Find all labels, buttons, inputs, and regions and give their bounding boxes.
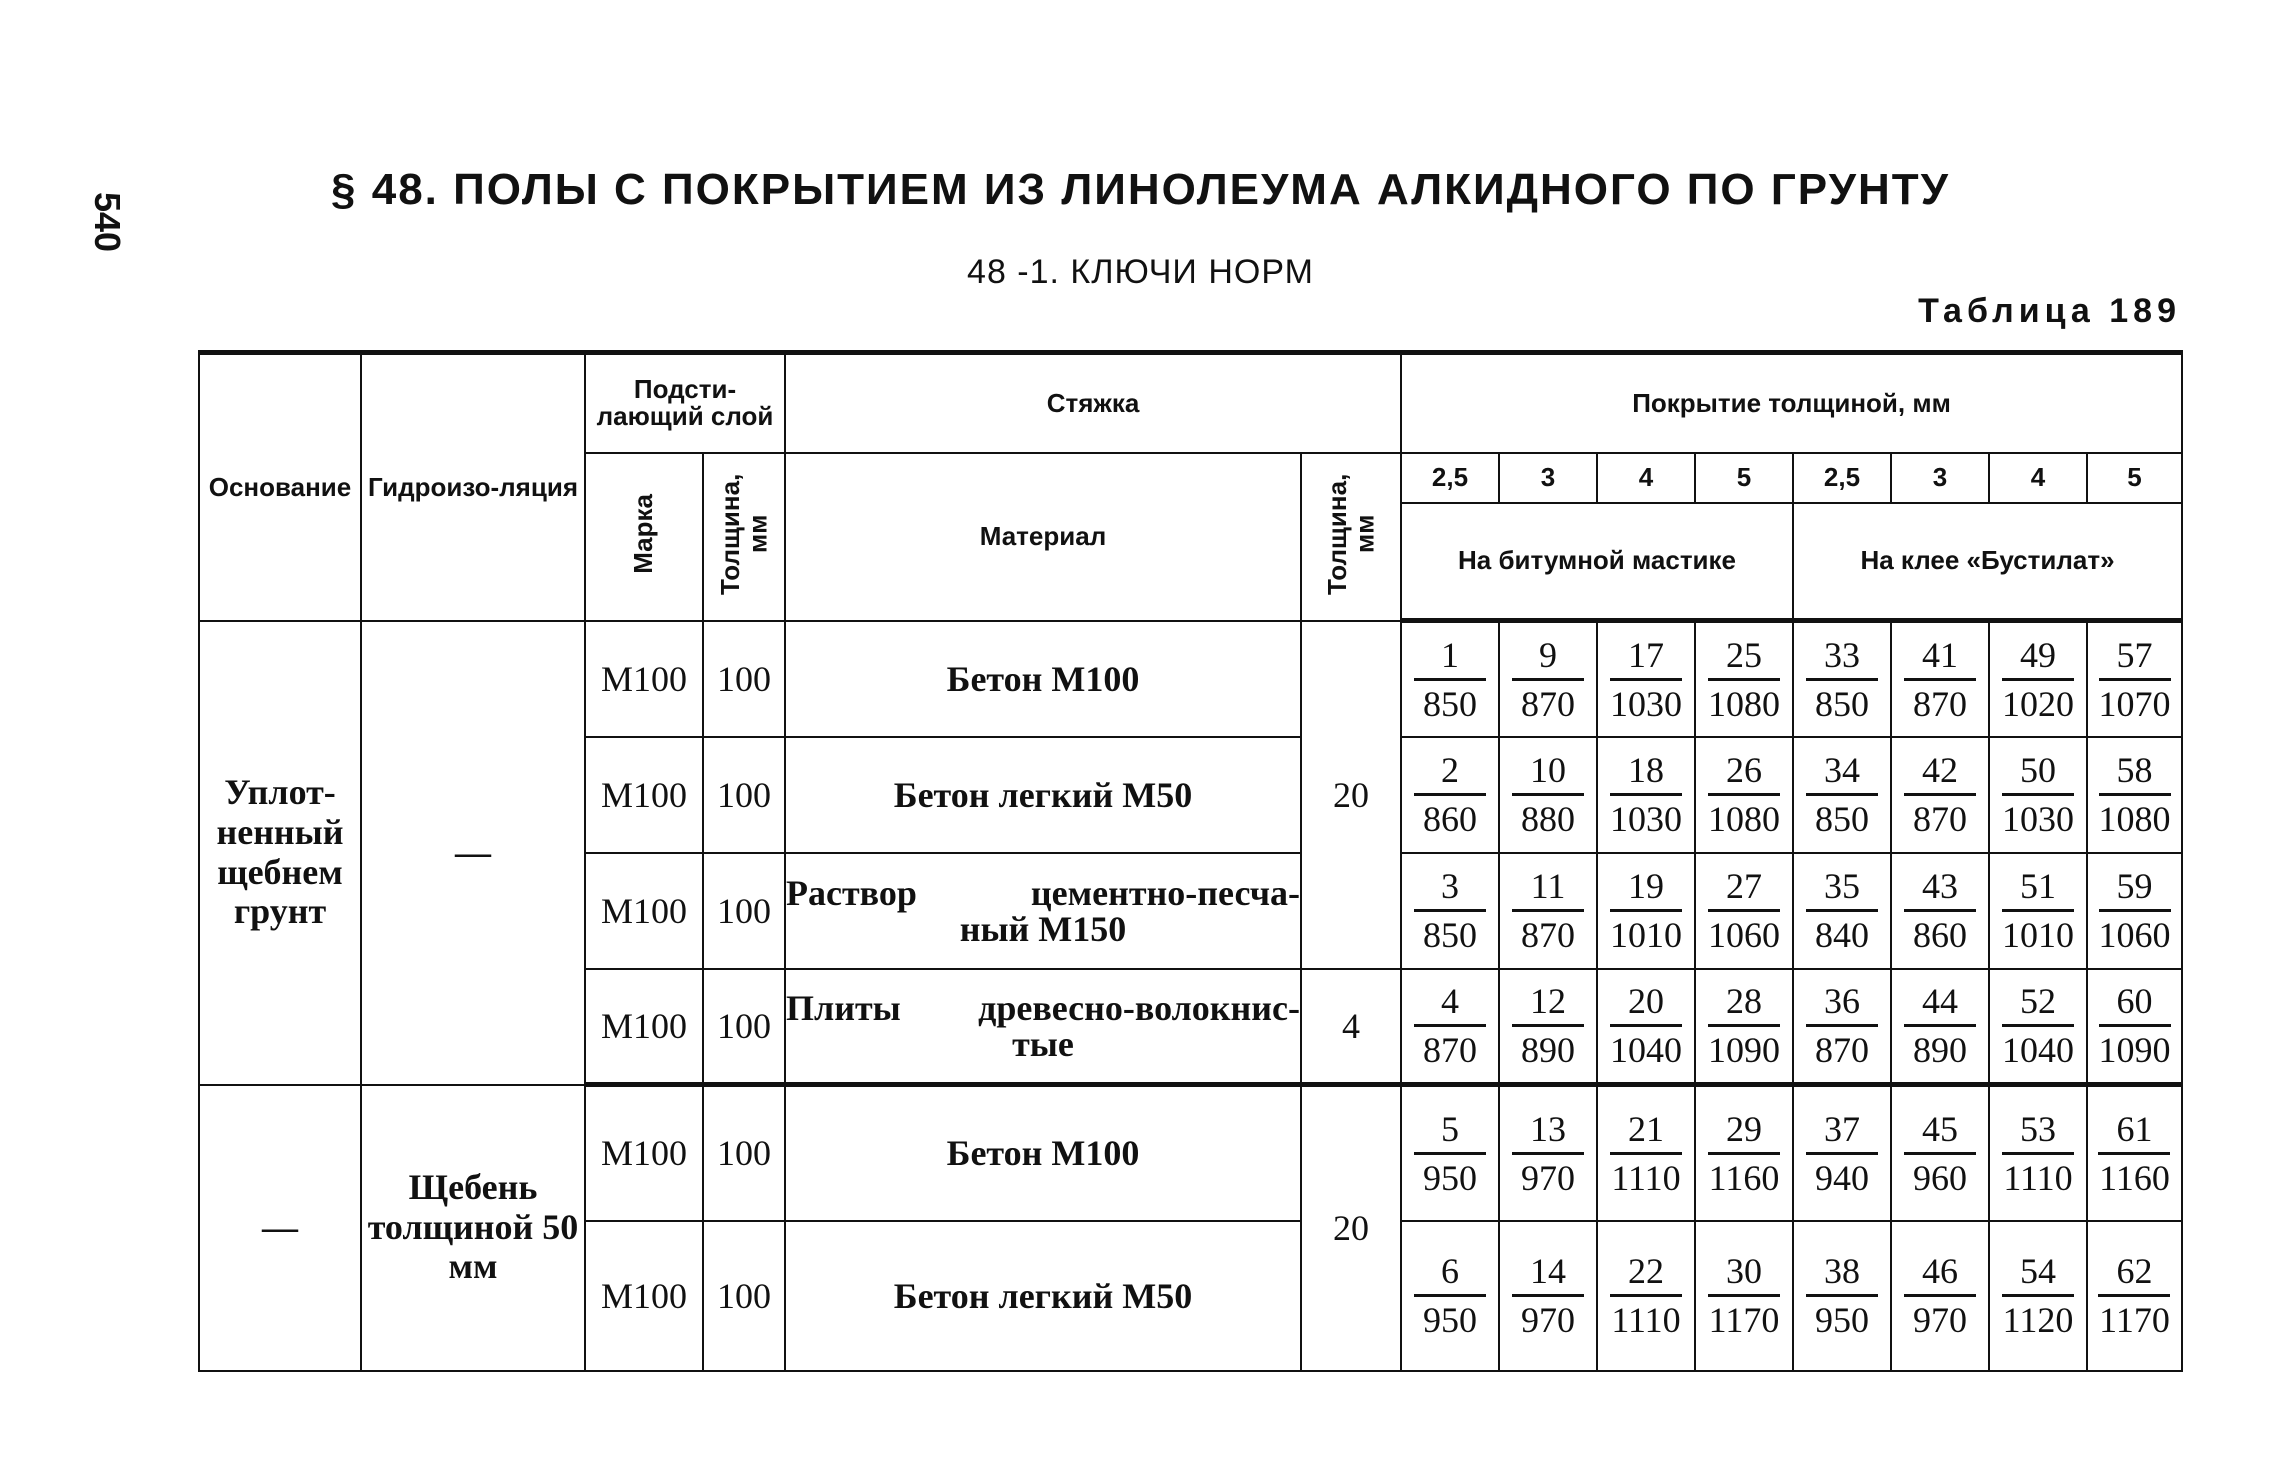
norm-cell: $\frac{13}{970}$ xyxy=(1499,1085,1597,1221)
norm-cell: $\frac{10}{880}$ xyxy=(1499,737,1597,853)
header-thickness: 3 xyxy=(1499,453,1597,503)
norm-cell: $\frac{26}{1080}$ xyxy=(1695,737,1793,853)
table-row xyxy=(199,1085,2182,1221)
header-screed-thickness: Толщина, мм xyxy=(1301,453,1401,621)
thickness-cell: 100 xyxy=(703,621,785,737)
norm-cell: $\frac{14}{970}$ xyxy=(1499,1221,1597,1371)
thickness-cell: 100 xyxy=(703,969,785,1085)
mark-cell: М100 xyxy=(585,1221,703,1371)
thickness-cell: 100 xyxy=(703,853,785,969)
header-screed: Стяжка xyxy=(785,353,1401,453)
mark-cell: М100 xyxy=(585,737,703,853)
section-subtitle: 48 -1. КЛЮЧИ НОРМ xyxy=(967,253,1314,291)
norm-cell: $\frac{37}{940}$ xyxy=(1793,1085,1891,1221)
material-cell: Бетон легкий М50 xyxy=(785,737,1301,853)
header-underlayer-mark: Марка xyxy=(585,453,703,621)
header-waterproofing: Гидроизо-ляция xyxy=(361,353,585,621)
norm-cell: $\frac{9}{870}$ xyxy=(1499,621,1597,737)
table-caption: Таблица 189 xyxy=(1918,292,2181,330)
norm-cell: $\frac{44}{890}$ xyxy=(1891,969,1989,1085)
norm-cell: $\frac{1}{850}$ xyxy=(1401,621,1499,737)
norm-cell: $\frac{49}{1020}$ xyxy=(1989,621,2087,737)
norm-cell: $\frac{50}{1030}$ xyxy=(1989,737,2087,853)
thickness-cell: 100 xyxy=(703,737,785,853)
header-bitumen: На битумной мастике xyxy=(1401,503,1793,621)
header-underlayer: Подсти-лающий слой xyxy=(585,353,785,453)
header-thickness: 5 xyxy=(1695,453,1793,503)
waterproofing-cell: Щебень толщиной 50 мм xyxy=(361,1085,585,1371)
norm-cell: $\frac{20}{1040}$ xyxy=(1597,969,1695,1085)
waterproofing-cell: — xyxy=(361,621,585,1085)
header-base: Основание xyxy=(199,353,361,621)
norm-cell: $\frac{30}{1170}$ xyxy=(1695,1221,1793,1371)
thickness-cell: 100 xyxy=(703,1221,785,1371)
material-cell: Раствор цементно-песча- ный М150 xyxy=(785,853,1301,969)
header-underlayer-thickness: Толщина, мм xyxy=(703,453,785,621)
norm-cell: $\frac{58}{1080}$ xyxy=(2087,737,2182,853)
material-cell: Бетон М100 xyxy=(785,621,1301,737)
thickness-cell: 100 xyxy=(703,1085,785,1221)
norm-cell: $\frac{54}{1120}$ xyxy=(1989,1221,2087,1371)
section-title: § 48. ПОЛЫ С ПОКРЫТИЕМ ИЗ ЛИНОЛЕУМА АЛКИДНОГО ПО ГРУНТУ xyxy=(331,165,1950,214)
header-coating: Покрытие толщиной, мм xyxy=(1401,353,2182,453)
norm-cell: $\frac{51}{1010}$ xyxy=(1989,853,2087,969)
norm-cell: $\frac{43}{860}$ xyxy=(1891,853,1989,969)
norm-cell: $\frac{22}{1110}$ xyxy=(1597,1221,1695,1371)
norm-cell: $\frac{21}{1110}$ xyxy=(1597,1085,1695,1221)
mark-cell: М100 xyxy=(585,969,703,1085)
header-screed-material: Материал xyxy=(785,453,1301,621)
norm-cell: $\frac{33}{850}$ xyxy=(1793,621,1891,737)
header-thickness: 4 xyxy=(1989,453,2087,503)
norms-table xyxy=(198,350,2183,1372)
norm-cell: $\frac{42}{870}$ xyxy=(1891,737,1989,853)
table-row xyxy=(199,621,2182,737)
mark-cell: М100 xyxy=(585,1085,703,1221)
norm-cell: $\frac{2}{860}$ xyxy=(1401,737,1499,853)
norm-cell: $\frac{61}{1160}$ xyxy=(2087,1085,2182,1221)
material-cell: Плиты древесно-волокнис- тые xyxy=(785,969,1301,1085)
base-cell: — xyxy=(199,1085,361,1371)
norm-cell: $\frac{4}{870}$ xyxy=(1401,969,1499,1085)
norm-cell: $\frac{19}{1010}$ xyxy=(1597,853,1695,969)
norm-cell: $\frac{36}{870}$ xyxy=(1793,969,1891,1085)
norm-cell: $\frac{11}{870}$ xyxy=(1499,853,1597,969)
material-cell: Бетон М100 xyxy=(785,1085,1301,1221)
header-glue: На клее «Бустилат» xyxy=(1793,503,2182,621)
norm-cell: $\frac{60}{1090}$ xyxy=(2087,969,2182,1085)
mark-cell: М100 xyxy=(585,621,703,737)
material-cell: Бетон легкий М50 xyxy=(785,1221,1301,1371)
norm-cell: $\frac{45}{960}$ xyxy=(1891,1085,1989,1221)
norm-cell: $\frac{27}{1060}$ xyxy=(1695,853,1793,969)
header-thickness: 5 xyxy=(2087,453,2182,503)
mark-cell: М100 xyxy=(585,853,703,969)
norm-cell: $\frac{38}{950}$ xyxy=(1793,1221,1891,1371)
norm-cell: $\frac{28}{1090}$ xyxy=(1695,969,1793,1085)
norm-cell: $\frac{35}{840}$ xyxy=(1793,853,1891,969)
norm-cell: $\frac{52}{1040}$ xyxy=(1989,969,2087,1085)
norm-cell: $\frac{34}{850}$ xyxy=(1793,737,1891,853)
screed-thickness-cell: 20 xyxy=(1301,1085,1401,1371)
page-number: 540 xyxy=(87,192,128,253)
norm-cell: $\frac{17}{1030}$ xyxy=(1597,621,1695,737)
header-thickness: 2,5 xyxy=(1793,453,1891,503)
header-thickness: 2,5 xyxy=(1401,453,1499,503)
norm-cell: $\frac{18}{1030}$ xyxy=(1597,737,1695,853)
norm-cell: $\frac{59}{1060}$ xyxy=(2087,853,2182,969)
norm-cell: $\frac{57}{1070}$ xyxy=(2087,621,2182,737)
norm-cell: $\frac{62}{1170}$ xyxy=(2087,1221,2182,1371)
norm-cell: $\frac{53}{1110}$ xyxy=(1989,1085,2087,1221)
norm-cell: $\frac{46}{970}$ xyxy=(1891,1221,1989,1371)
screed-thickness-cell: 20 xyxy=(1301,621,1401,969)
norm-cell: $\frac{41}{870}$ xyxy=(1891,621,1989,737)
header-thickness: 4 xyxy=(1597,453,1695,503)
norm-cell: $\frac{6}{950}$ xyxy=(1401,1221,1499,1371)
norm-cell: $\frac{29}{1160}$ xyxy=(1695,1085,1793,1221)
norm-cell: $\frac{5}{950}$ xyxy=(1401,1085,1499,1221)
norm-cell: $\frac{25}{1080}$ xyxy=(1695,621,1793,737)
norm-cell: $\frac{3}{850}$ xyxy=(1401,853,1499,969)
header-thickness: 3 xyxy=(1891,453,1989,503)
screed-thickness-cell: 4 xyxy=(1301,969,1401,1085)
norm-cell: $\frac{12}{890}$ xyxy=(1499,969,1597,1085)
base-cell: Уплот-ненный щебнем грунт xyxy=(199,621,361,1085)
